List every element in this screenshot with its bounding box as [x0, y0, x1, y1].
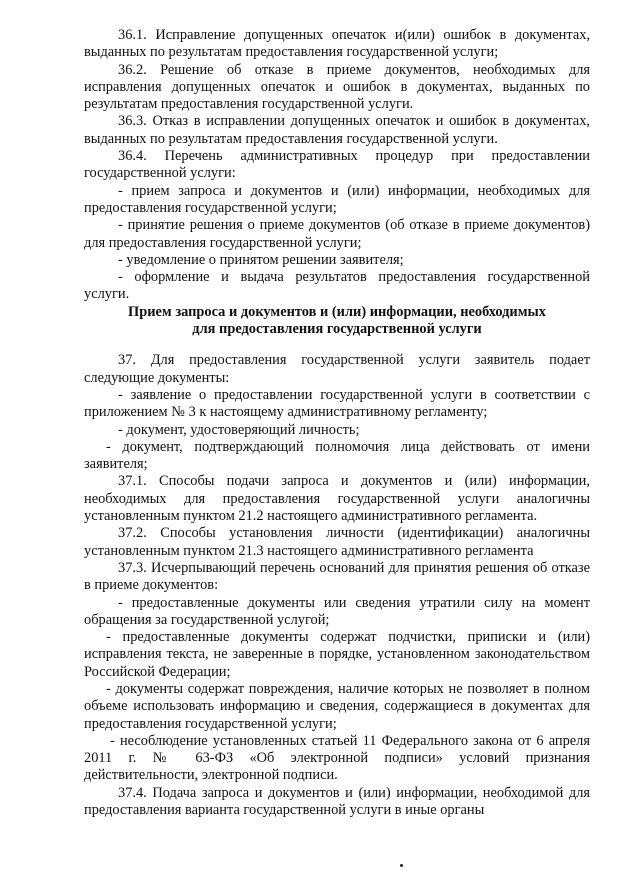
paragraph-37-3: 37.3. Исчерпывающий перечень оснований для принятия решения об отказе в приеме документов:: [84, 559, 590, 594]
list-item-refusal-1: - предоставленные документы или сведения утратили силу на момент обращения за государственной услугой;: [84, 594, 590, 628]
list-item-procedure-4: - оформление и выдача результатов предоставления государственной услуги.: [84, 269, 590, 303]
list-item-refusal-2: - предоставленные документы содержат подчистки, приписки и (или) исправления текста, не заверенные в порядке, установленном законодательством Российской Федерации;: [84, 629, 590, 680]
list-item-document-1: - заявление о предоставлении государственной услуги в соответствии с приложением № 3 к настоящему административному регламенту;: [84, 386, 590, 421]
paragraph-36-2: 36.2. Решение об отказе в приеме документов, необходимых для исправления допущенных опечаток и ошибок в документах, выданных по результатам предоставления государственной услуги.: [84, 61, 590, 113]
paragraph-37-1: 37.1. Способы подачи запроса и документов и (или) информации, необходимых для предоставления государственной услуги аналогичны установленным пунктом 21.2 настоящего административного регламента.: [84, 473, 590, 525]
list-item-procedure-3: - уведомление о принятом решении заявителя;: [118, 251, 404, 268]
paragraph-36-1: 36.1. Исправление допущенных опечаток и(или) ошибок в документах, выданных по результатам предоставления государственной услуги;: [84, 27, 590, 61]
section-heading-line-2: для предоставления государственной услуги: [192, 321, 482, 338]
document-body: [84, 27, 590, 819]
paragraph-36-3: 36.3. Отказ в исправлении допущенных опечаток и ошибок в документах, выданных по результатам предоставления государственной услуги.: [84, 113, 590, 147]
list-item-procedure-1: - прием запроса и документов и (или) информации, необходимых для предоставления государственной услуги;: [84, 182, 590, 216]
section-heading-line-1: Прием запроса и документов и (или) информации, необходимых: [128, 303, 546, 320]
list-item-refusal-3: - документы содержат повреждения, наличие которых не позволяет в полном объеме использовать информацию и сведения, содержащиеся в документах для предоставления государственной услуги;: [84, 680, 590, 732]
list-item-refusal-4: - несоблюдение установленных статьей 11 Федерального закона от 6 апреля 2011 г. № 63-ФЗ «Об электронной подписи» условий признания действительности, электронной подписи.: [84, 732, 590, 784]
section-heading: [84, 304, 590, 339]
paragraph-36-4: 36.4. Перечень административных процедур при предоставлении государственной услуги:: [84, 148, 590, 182]
list-item-document-3: - документ, подтверждающий полномочия лица действовать от имени заявителя;: [84, 438, 590, 473]
list-item-document-2: - документ, удостоверяющий личность;: [118, 421, 360, 438]
paragraph-37-2: 37.2. Способы установления личности (идентификации) аналогичны установленным пунктом 21.3 настоящего административного регламента: [84, 525, 590, 559]
paragraph-37: 37. Для предоставления государственной услуги заявитель подает следующие документы:: [84, 352, 590, 386]
list-item-procedure-2: - принятие решения о приеме документов (об отказе в приеме документов) для предоставления государственной услуги;: [84, 217, 590, 251]
paragraph-37-4: 37.4. Подача запроса и документов и (или) информации, необходимой для предоставления варианта государственной услуги в иные органы: [84, 784, 590, 819]
scan-speck: [400, 864, 403, 867]
